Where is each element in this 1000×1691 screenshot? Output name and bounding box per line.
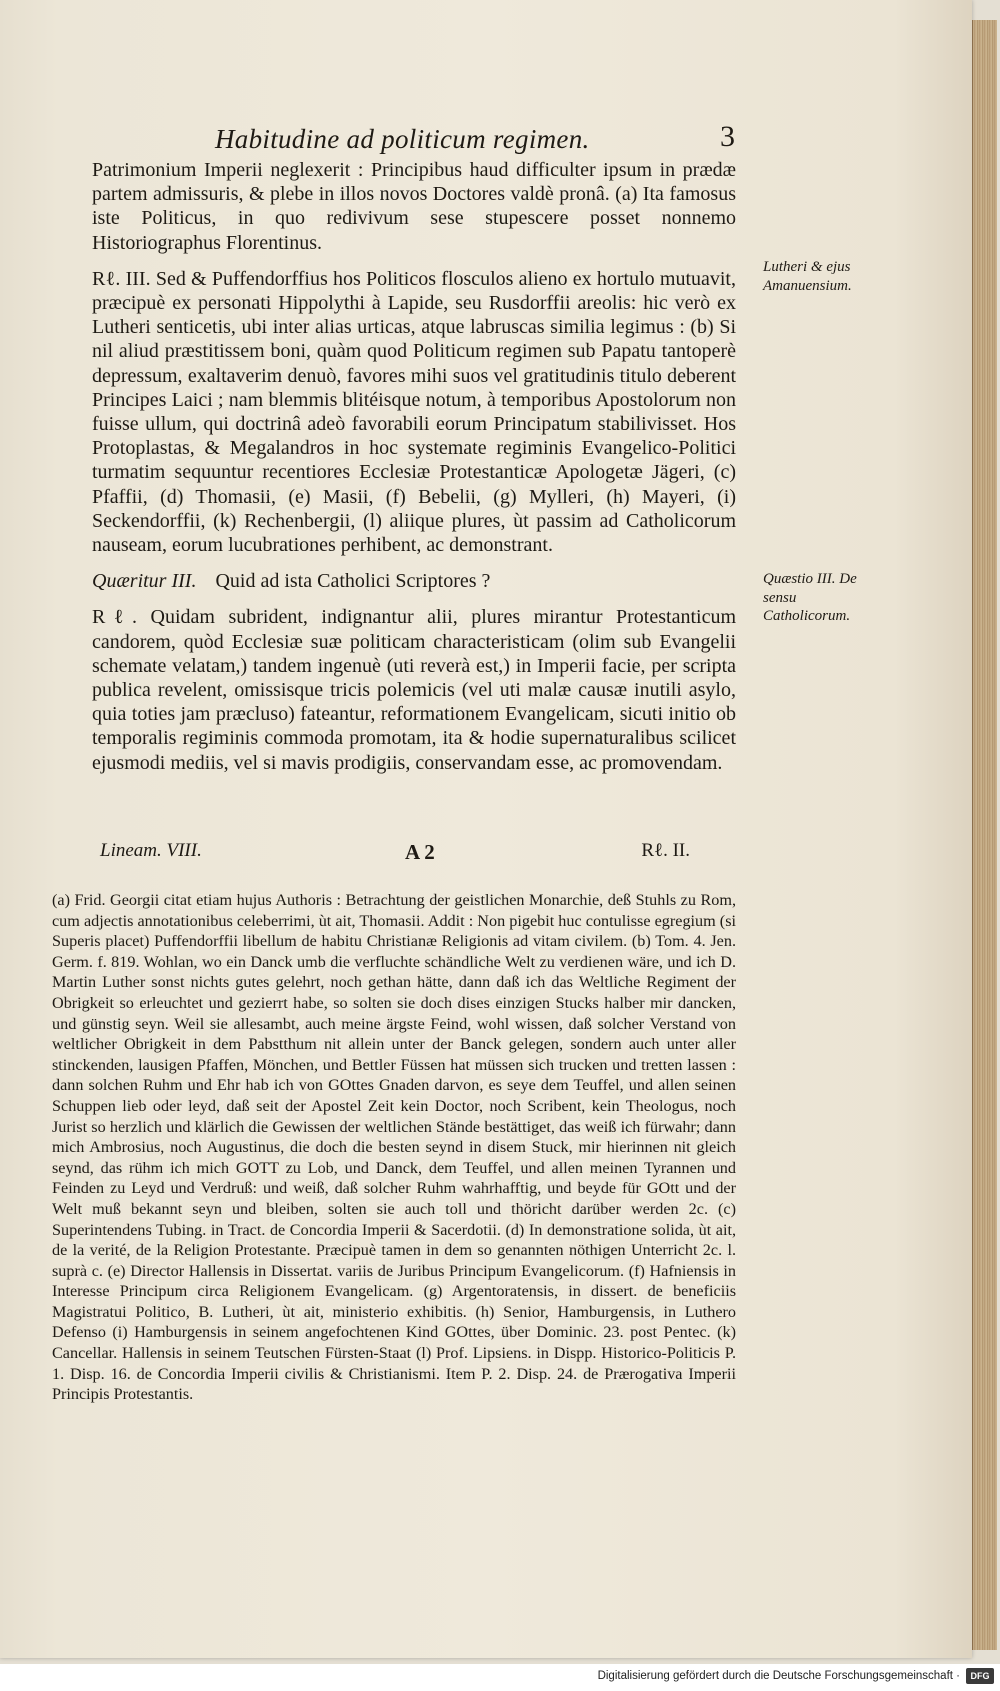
paragraph-1: Patrimonium Imperii neglexerit : Principibus haud difficulter ipsum in prædæ partem admissuris, & plebe in illos novos Doctores valdè pronâ. (a) Ita famosus iste Politicus, in quo redivivum sese stupescere posset nonnemo Historiographus Florentinus. — [92, 159, 736, 254]
main-text — [92, 158, 736, 775]
digitization-bar — [0, 1664, 1000, 1691]
paragraph-2: Rℓ. III. Sed & Puffendorffius hos Politicos flosculos alieno ex hortulo mutuavit, præcipuè ex personati Hippolythi à Lapide, seu Rusdorffii areolis: hic verò ex Lutheri senticetis, ubi inter alias urticas, atque labruscas similia legimus : (b) Si nil aliud præstitissem boni, quàm quod Politicum regimen sub Papatu tantoperè depressum, exaltaverim denuò, favores mihi suos vel gratitudinis titulo deberent Principes Laici ; nam blemmis blitéisque notum, à temporibus Apostolorum non fuisse ullum, qui doctrinâ adeò favorabili eorum Principatum stabilivisset. Hos Protoplastas, & Megalandros in hoc systemate regiminis Evangelico-Politici turmatim sequuntur recentiores Ecclesiæ Protestanticæ Apologetæ Jägeri, (c) Pfaffii, (d) Thomasii, (e) Masii, (f) Bebelii, (g) Mylleri, (h) Mayeri, (i) Seckendorffii, (k) Rechenbergii, (l) aliique plures, ùt passim ad Catholicorum nauseam, eorum lucubrationes perhibent, ac demonstrant. — [92, 267, 736, 557]
running-title: Habitudine ad politicum regimen. — [215, 124, 590, 154]
catchword: Rℓ. II. — [641, 840, 690, 861]
page-number: 3 — [720, 120, 735, 153]
funding-credit: Digitalisierung gefördert durch die Deutsche Forschungsgemeinschaft · — [597, 1670, 960, 1682]
footnotes — [52, 890, 736, 1405]
paragraph-3: Rℓ. Quidam subrident, indignantur alii, plures mirantur Protestanticum candorem, quòd Ecclesiæ suæ politicam characteristicam (olim sub Evangelii schemate velatam,) tandem ingenuè (uti reverà est,) in Imperii facie, per scripta publica revelent, omissisque tricis polemicis (vel uti malæ causæ inutili asylo, quia toties jam præcluso) fateantur, reformationem Evangelicam, sicuti initio ob temporalis regiminis commoda promotam, ita & hodie supernaturalibus scilicet ejusmodi mediis, vel si mavis prodigiis, conservandam esse, ac promovendam. — [92, 606, 736, 774]
dfg-logo: DFG — [966, 1668, 994, 1684]
signature-mark: A 2 — [405, 840, 435, 864]
catchline: Lineam. VIII. — [100, 840, 202, 861]
question-text: Quid ad ista Catholici Scriptores ? — [215, 570, 491, 593]
page-footer — [100, 840, 690, 868]
question-label: Quæritur III. — [92, 570, 197, 593]
book-fore-edge — [972, 20, 997, 1650]
question-heading — [92, 569, 736, 593]
margin-note-2: Quæstio III. De sensu Catholicorum. — [763, 571, 857, 624]
footnote-text: (a) Frid. Georgii citat etiam hujus Authoris : Betrachtung der geistlichen Monarchie, deß Stuhls zu Rom, cum adjectis annotationibus celeberrimi, ùt ait, Thomasii. Addit : Non pigebit huc contulisse egregium (si Superis placet) Puffendorffii libellum de habitu Christianæ Religionis ad vitam civilem. (b) Tom. 4. Jen. Germ. f. 819. Wohlan, wo ein Danck umb die verfluchte schändliche Welt zu verdienen wäre, und ich D. Martin Luther sonst nichts gutes gelehrt, noch gethan hätte, dann daß ich das Weltliche Regiment der Obrigkeit so erleuchtet und gezierrt habe, so solten sie doch dises einzigen Stucks halber mir dancken, und günstig seyn. Weil sie allesambt, auch meine ärgste Feind, wohl wissen, daß solcher Verstand von weltlicher Obrigkeit in dem Pabstthum nit allein unter der Banck gelegen, sondern auch unter aller stinckenden, lausigen Pfaffen, Mönchen, und Bettler Füssen hat müssen sich trucken und tretten lassen : dann solchen Ruhm und Ehr hab ich von GOttes Gnaden darvon, es seye dem Teuffel, und allen seinen Schuppen lieb oder leyd, daß seit der Apostel Zeit kein Doctor, noch Scribent, kein Theologus, noch Jurist so herzlich und klärlich die Gewissen der weltlichen Stände bestättiget, das weiß ich fürwahr; dann mich Ambrosius, noch Augustinus, die doch die besten seynd in disem Stuck, mir hierinnen nit gleich seynd, das rühm ich mich GOTT zu Lob, und Danck, dem Teuffel, und allen meinen Tyrannen und Feinden zu Leyd und Verdruß: und weiß, daß solcher Ruhm wahrhafftig, und beyde für GOtt und der Welt muß bekannt seyn und bleiben, solten sie auch toll und thöricht darüber werden 2c. (c) Superintendens Tubing. in Tract. de Concordia Imperii & Sacerdotii. (d) In demonstratione solida, ùt ait, de la verité, de la Religion Protestante. Præcipuè tamen in dem so genannten nöthigen Unterricht 2c. l. suprà c. (e) Director Hallensis in Dissertat. variis de Juribus Principum Evangelicorum. (f) Hafniensis in Interesse Principum circa Religionem Evangelicam. (g) Argentoratensis, in dissert. de beneficiis Magistratui Politico, B. Lutheri, ùt ait, ministerio exhibitis. (h) Senior, Hamburgensis, in Luthero Defenso (i) Hamburgensis in seinem angefochtenen Kind GOttes, über Dominic. 23. post Pentec. (k) Cancellar. Hallensis in seinem Teutschen Fürsten-Staat (l) Prof. Lipsiens. in Dispp. Historico-Politicis P. 1. Disp. 16. de Concordia Imperii civilis & Christianismi. Item P. 2. Disp. 24. de Prærogativa Imperii Principis Protestantis. — [52, 891, 736, 1404]
margin-note-1: Lutheri & ejus Amanuensium. — [763, 259, 852, 294]
